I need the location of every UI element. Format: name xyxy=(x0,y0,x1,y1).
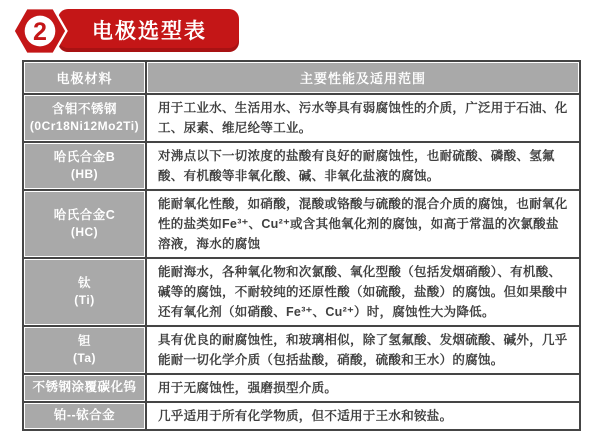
description-cell: 能耐海水，各种氧化物和次氯酸、氧化型酸（包括发烟硝酸）、有机酸、碱等的腐蚀，不耐较纯的还原性酸（如硫酸，盐酸）的腐蚀。但如果酸中还有氧化剂（如硝酸、Fe³⁺、Cu²⁺）时，腐蚀性大为降低。 xyxy=(146,258,580,326)
table-row xyxy=(23,402,580,430)
table-row xyxy=(23,326,580,374)
material-code: (Ti) xyxy=(74,293,95,308)
material-cell xyxy=(23,142,146,190)
material-name: 哈氏合金C xyxy=(53,207,116,222)
material-name: 钽 xyxy=(77,333,91,348)
material-name: 含钼不锈钢 xyxy=(51,101,117,116)
header-bar xyxy=(0,0,600,58)
material-cell xyxy=(23,374,146,402)
material-name: 不锈钢涂覆碳化钨 xyxy=(32,380,137,395)
page-title xyxy=(58,9,239,52)
material-code: (0Cr18Ni12Mo2Ti) xyxy=(29,119,140,134)
table-row xyxy=(23,142,580,190)
description-cell: 用于无腐蚀性，强磨损型介质。 xyxy=(146,374,580,402)
material-cell xyxy=(23,190,146,258)
description-cell: 对沸点以下一切浓度的盐酸有良好的耐腐蚀性，也耐硫酸、磷酸、氢氟酸、有机酸等非氧化酸、碱、非氧化盐液的腐蚀。 xyxy=(146,142,580,190)
material-name: 铂--铱合金 xyxy=(53,408,116,423)
material-code: (HB) xyxy=(70,167,99,182)
description-cell: 几乎适用于所有化学物质，但不适用于王水和铵盐。 xyxy=(146,402,580,430)
table-row xyxy=(23,190,580,258)
description-cell: 具有优良的耐腐蚀性，和玻璃相似，除了氢氟酸、发烟硫酸、碱外，几乎能耐一切化学介质（包括盐酸，硝酸，硫酸和王水）的腐蚀。 xyxy=(146,326,580,374)
table-row xyxy=(23,94,580,142)
electrode-selection-table xyxy=(22,60,581,431)
column-header-material: 电极材料 xyxy=(23,61,146,94)
description-cell: 用于工业水、生活用水、污水等具有弱腐蚀性的介质，广泛用于石油、化工、尿素、维尼纶等工业。 xyxy=(146,94,580,142)
material-name: 钛 xyxy=(77,275,91,290)
material-name: 哈氏合金B xyxy=(53,149,116,164)
material-cell xyxy=(23,258,146,326)
material-cell xyxy=(23,326,146,374)
material-cell xyxy=(23,402,146,430)
material-code: (Ta) xyxy=(72,351,97,366)
material-code: (HC) xyxy=(70,225,99,240)
column-header-performance: 主要性能及适用范围 xyxy=(146,61,580,94)
table-header-row xyxy=(23,61,580,94)
material-cell xyxy=(23,94,146,142)
badge-number: 2 xyxy=(33,17,47,46)
page-title-text: 电极选型表 xyxy=(92,20,207,43)
description-cell: 能耐氧化性酸，如硝酸，混酸或铬酸与硫酸的混合介质的腐蚀，也耐氧化性的盐类如Fe³⁺、Cu²⁺或含其他氧化剂的腐蚀，如高于常温的次氯酸盐溶液，海水的腐蚀 xyxy=(146,190,580,258)
table-row xyxy=(23,258,580,326)
hexagon-number-badge-icon xyxy=(12,5,68,57)
table-row xyxy=(23,374,580,402)
